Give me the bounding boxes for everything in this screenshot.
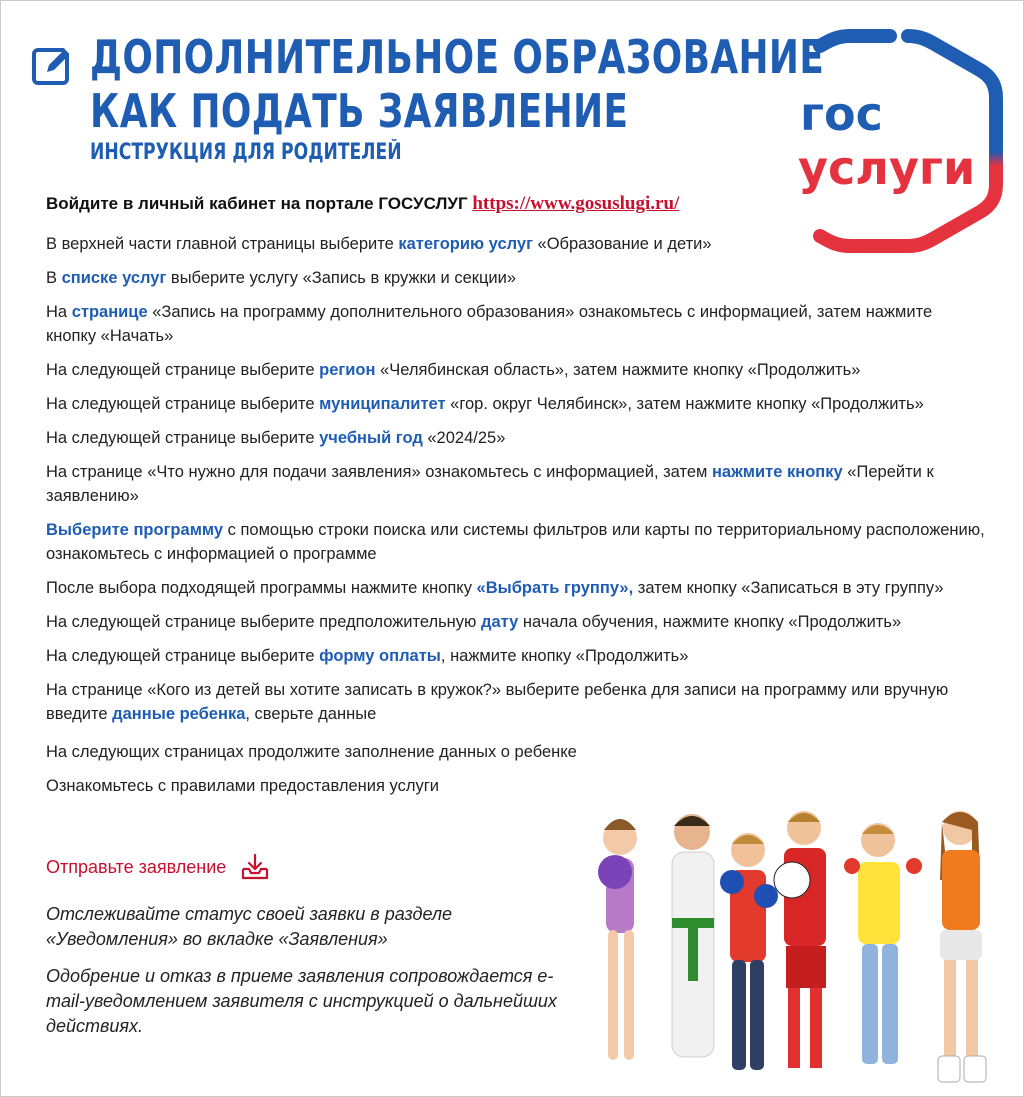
logo-text-gos: гос bbox=[800, 87, 883, 141]
edit-icon bbox=[31, 44, 75, 88]
highlight: форму оплаты bbox=[319, 647, 441, 665]
status-note: Отслеживайте статус своей заявки в разделе «Уведомления» во вкладке «Заявления» bbox=[46, 904, 453, 949]
children-illustration bbox=[580, 800, 1020, 1095]
step-item: На странице «Кого из детей вы хотите записать в кружок?» выберите ребенка для записи на программу или вручную введите данные ребенка, сверьте данные bbox=[46, 681, 949, 723]
steps-list bbox=[46, 232, 986, 808]
step-item: На следующей странице выберите предположительную дату начала обучения, нажмите кнопку «Продолжить» bbox=[46, 613, 902, 631]
karate-boy bbox=[672, 814, 714, 1057]
highlight: категорию услуг bbox=[398, 235, 533, 253]
page-title-line1: ДОПОЛНИТЕЛЬНОЕ ОБРАЗОВАНИЕ bbox=[90, 30, 825, 84]
step-item: После выбора подходящей программы нажмите кнопку «Выбрать группу», затем кнопку «Записаться в эту группу» bbox=[46, 579, 944, 597]
step-item: На следующих страницах продолжите заполнение данных о ребенке bbox=[46, 743, 577, 761]
highlight: регион bbox=[319, 361, 376, 379]
step-item: На странице «Что нужно для подачи заявления» ознакомьтесь с информацией, затем нажмите кнопку «Перейти к заявлению» bbox=[46, 463, 934, 505]
step-item: На следующей странице выберите регион «Челябинская область», затем нажмите кнопку «Продолжить» bbox=[46, 361, 861, 379]
download-tray-icon bbox=[240, 852, 270, 882]
page-subtitle: ИНСТРУКЦИЯ ДЛЯ РОДИТЕЛЕЙ bbox=[90, 140, 402, 165]
step-item: Ознакомьтесь с правилами предоставления услуги bbox=[46, 777, 439, 795]
highlight: муниципалитет bbox=[319, 395, 446, 413]
step-item: На следующей странице выберите форму оплаты, нажмите кнопку «Продолжить» bbox=[46, 647, 689, 665]
email-note: Одобрение и отказ в приеме заявления сопровождается e-mail-уведомлением заявителя с инструкцией о дальнейших действиях. bbox=[46, 966, 557, 1036]
gymnast-girl bbox=[598, 819, 637, 1060]
boxing-boy bbox=[720, 833, 778, 1070]
step-item: В верхней части главной страницы выберите категорию услуг «Образование и дети» bbox=[46, 235, 712, 253]
send-label: Отправьте заявление bbox=[46, 856, 227, 877]
highlight: данные ребенка bbox=[112, 705, 246, 723]
highlight: нажмите кнопку bbox=[711, 463, 843, 481]
roller-girl bbox=[938, 811, 986, 1082]
step-item: На следующей странице выберите учебный год «2024/25» bbox=[46, 429, 506, 447]
page-title-line2: КАК ПОДАТЬ ЗАЯВЛЕНИЕ bbox=[90, 84, 629, 138]
lead-text: Войдите в личный кабинет на портале ГОСУСЛУГ bbox=[46, 194, 473, 213]
gosuslugi-logo bbox=[770, 18, 1010, 263]
logo-text-uslugi: услуги bbox=[798, 141, 976, 195]
highlight: учебный год bbox=[319, 429, 423, 447]
step-item: На странице «Запись на программу дополнительного образования» ознакомьтесь с информацией, затем нажмите кнопку «Начать» bbox=[46, 303, 933, 345]
step-item: Выберите программу с помощью строки поиска или системы фильтров или карты по территориальному расположению, ознакомьтесь с информацией о программе bbox=[46, 521, 985, 563]
dumbbell-boy bbox=[844, 823, 922, 1064]
lead-line bbox=[46, 193, 679, 215]
football-boy bbox=[774, 811, 826, 1068]
highlight: «Выбрать группу», bbox=[476, 579, 634, 597]
highlight: странице bbox=[71, 303, 148, 321]
step-item: В списке услуг выберите услугу «Запись в кружки и секции» bbox=[46, 269, 517, 287]
step-item: На следующей странице выберите муниципалитет «гор. округ Челябинск», затем нажмите кнопку «Продолжить» bbox=[46, 395, 924, 413]
highlight: Выберите программу bbox=[46, 521, 224, 539]
gosuslugi-link[interactable]: https://www.gosuslugi.ru/ bbox=[472, 193, 680, 214]
highlight: дату bbox=[481, 613, 519, 631]
highlight: списке услуг bbox=[61, 269, 167, 287]
send-application bbox=[46, 852, 270, 882]
